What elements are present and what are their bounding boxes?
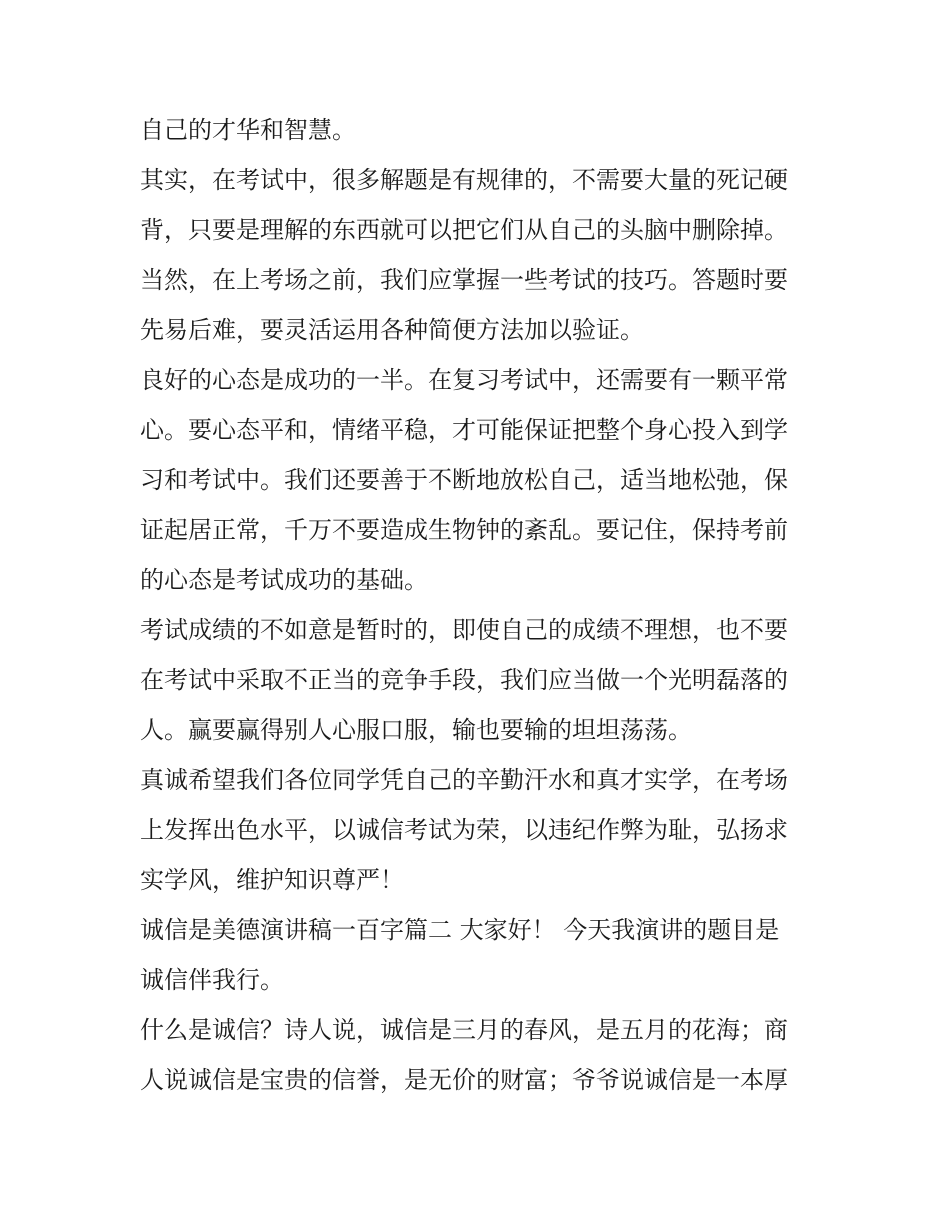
text-line: 实学风，维护知识尊严！ (140, 866, 404, 894)
text-line: 背，只要是理解的东西就可以把它们从自己的头脑中删除掉。 (140, 216, 788, 244)
text-line: 心。要心态平和，情绪平稳，才可能保证把整个身心投入到学 (140, 416, 788, 444)
text-line: 什么是诚信？诗人说，诚信是三月的春风，是五月的花海；商 (140, 1016, 788, 1044)
text-line: 在考试中采取不正当的竞争手段，我们应当做一个光明磊落的 (140, 666, 788, 694)
text-line: 其实，在考试中，很多解题是有规律的，不需要大量的死记硬 (140, 166, 788, 194)
text-line: 诚信伴我行。 (140, 966, 284, 994)
text-line: 诚信是美德演讲稿一百字篇二 大家好！ 今天我演讲的题目是 (140, 916, 780, 944)
text-line: 真诚希望我们各位同学凭自己的辛勤汗水和真才实学，在考场 (140, 766, 788, 794)
text-line: 良好的心态是成功的一半。在复习考试中，还需要有一颗平常 (140, 366, 788, 394)
text-line: 人。赢要赢得别人心服口服，输也要输的坦坦荡荡。 (140, 716, 692, 744)
text-line: 的心态是考试成功的基础。 (140, 566, 428, 594)
text-line: 证起居正常，千万不要造成生物钟的紊乱。要记住，保持考前 (140, 516, 788, 544)
document-body (140, 105, 816, 1105)
text-line: 自己的才华和智慧。 (140, 116, 356, 144)
text-line: 习和考试中。我们还要善于不断地放松自己，适当地松弛，保 (140, 466, 788, 494)
text-line: 人说诚信是宝贵的信誉，是无价的财富；爷爷说诚信是一本厚 (140, 1066, 788, 1094)
text-line: 先易后难，要灵活运用各种简便方法加以验证。 (140, 316, 644, 344)
text-line: 上发挥出色水平，以诚信考试为荣，以违纪作弊为耻，弘扬求 (140, 816, 788, 844)
text-line: 当然，在上考场之前，我们应掌握一些考试的技巧。答题时要 (140, 266, 788, 294)
text-line: 考试成绩的不如意是暂时的，即使自己的成绩不理想，也不要 (140, 616, 788, 644)
